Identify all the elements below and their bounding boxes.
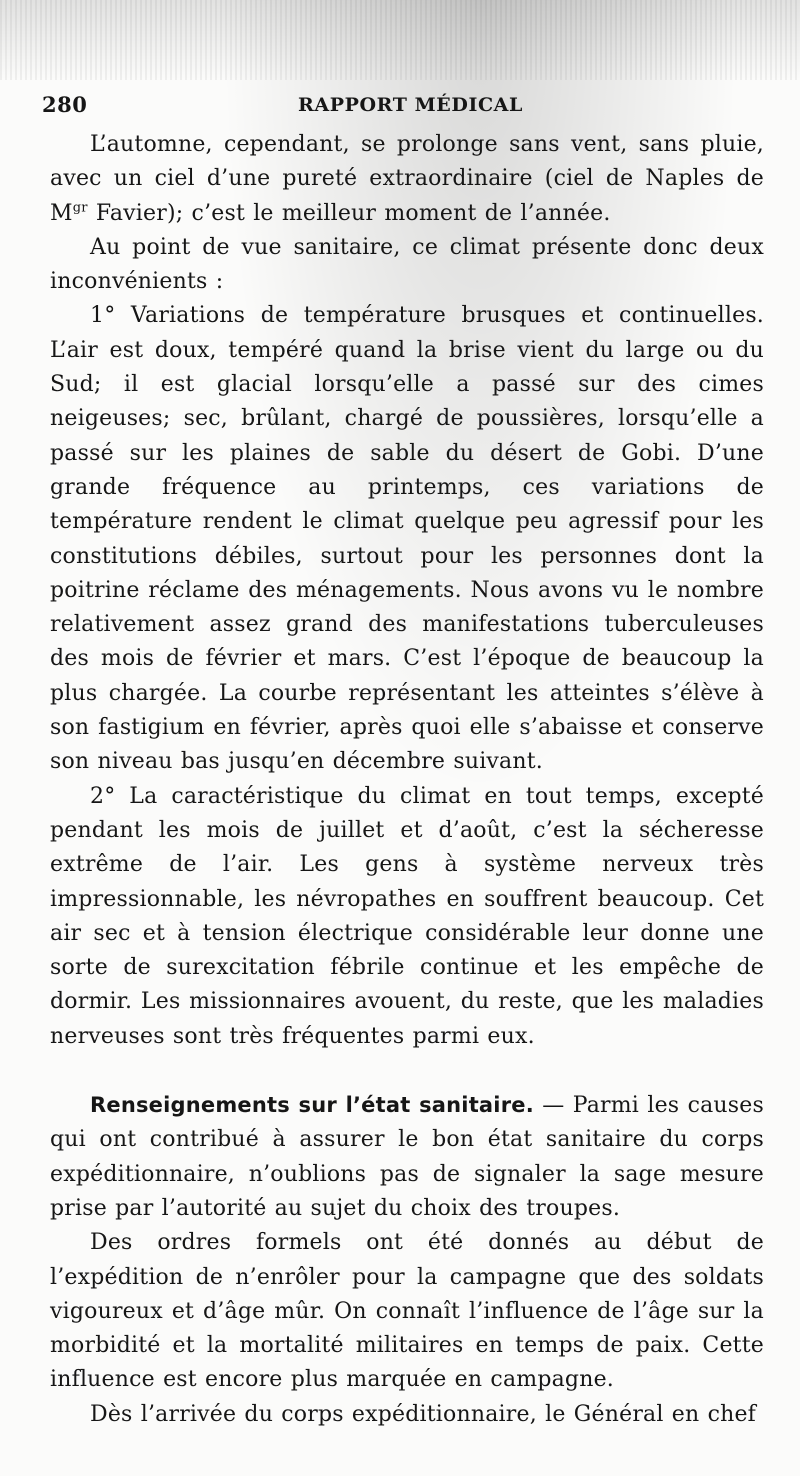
- paragraph-autumn-text-end: Favier); c’est le meilleur moment de l’année.: [87, 200, 611, 226]
- running-head: [42, 92, 764, 122]
- section-heading: Renseignements sur l’état sanitaire.: [90, 1093, 534, 1118]
- paragraph-autumn: [50, 128, 764, 231]
- paragraph-point-1: 1° Variations de température brusques et continuelles. L’air est doux, tempéré quand la brise vient du large ou du Sud; il est glacial lorsqu’elle a passé sur des cimes neigeuses; sec, brûlant, chargé de poussières, lorsqu’elle a passé sur les plaines de sable du désert de Gobi. D’une grande fréquence au printemps, ces variations de température rendent le climat quelque peu agressif pour les constitutions débiles, surtout pour les personnes dont la poitrine réclame des ménagements. Nous avons vu le nombre relativement assez grand des manifestations tuberculeuses des mois de février et mars. C’est l’époque de beaucoup la plus chargée. La courbe représentant les atteintes s’élève à son fastigium en février, après quoi elle s’abaisse et conserve son niveau bas jusqu’en décembre suivant.: [50, 303, 764, 775]
- paragraph-inconvenients: Au point de vue sanitaire, ce climat présente donc deux inconvénients :: [50, 234, 764, 295]
- paragraph-autumn-text: L’automne, cependant, se prolonge sans vent, sans pluie, avec un ciel d’une pureté extraordinaire (ciel de Naples de M: [50, 132, 764, 226]
- section-intro-paragraph: [50, 1088, 764, 1226]
- paragraph-point-2: 2° La caractéristique du climat en tout temps, excepté pendant les mois de juillet et d’août, c’est la sécheresse extrême de l’air. Les gens à système nerveux très impressionnable, les névropathes en souffrent beaucoup. Cet air sec et à tension électrique considérable leur donne une sorte de surexcitation fébrile continue et les empêche de dormir. Les missionnaires avouent, du reste, que les maladies nerveuses sont très fréquentes parmi eux.: [50, 783, 764, 1049]
- scan-edge-shading: [0, 0, 800, 80]
- page-number: 280: [42, 92, 88, 117]
- running-title: RAPPORT MÉDICAL: [298, 94, 523, 116]
- paragraph-ordres: Des ordres formels ont été donnés au début de l’expédition de n’enrôler pour la campagne que des soldats vigoureux et d’âge mûr. On connaît l’influence de l’âge sur la morbidité et la mortalité militaires en temps de paix. Cette influence est encore plus marquée en campagne.: [50, 1230, 764, 1393]
- body-text: [50, 128, 764, 1432]
- monseigneur-superscript: gr: [72, 200, 88, 216]
- section-gap: [50, 1054, 764, 1088]
- paragraph-arrivee: Dès l’arrivée du corps expéditionnaire, le Général en chef: [90, 1401, 757, 1427]
- section-intro-text: — Parmi les causes qui ont contribué à assurer le bon état sanitaire du corps expéditionnaire, n’oublions pas de signaler la sage mesure prise par l’autorité au sujet du choix des troupes.: [50, 1093, 764, 1221]
